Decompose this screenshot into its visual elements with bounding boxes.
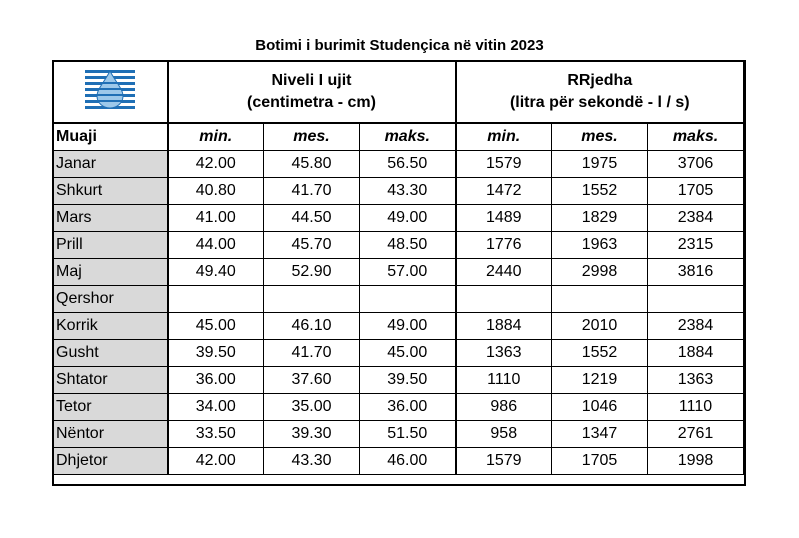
level-avg-cell: 35.00: [264, 394, 360, 421]
flow-min-header: min.: [456, 123, 552, 151]
table-row: [54, 286, 744, 313]
month-column-header: Muaji: [54, 123, 168, 151]
level-min-cell: 34.00: [168, 394, 264, 421]
flow-max-cell: 2315: [648, 232, 744, 259]
flow-min-cell: 1363: [456, 340, 552, 367]
level-min-cell: 36.00: [168, 367, 264, 394]
flow-max-header: maks.: [648, 123, 744, 151]
flow-min-cell: 958: [456, 421, 552, 448]
level-min-cell: 41.00: [168, 205, 264, 232]
level-min-cell: 40.80: [168, 178, 264, 205]
flow-min-cell: 1884: [456, 313, 552, 340]
flow-max-cell: 1998: [648, 448, 744, 475]
table-row: [54, 151, 744, 178]
level-group-unit: (centimetra - cm): [247, 94, 376, 111]
flow-min-cell: [456, 286, 552, 313]
flow-max-cell: 1363: [648, 367, 744, 394]
table-row: [54, 259, 744, 286]
flow-avg-cell: [552, 286, 648, 313]
flow-group-unit: (litra për sekondë - l / s): [509, 94, 690, 111]
logo-cell: [54, 62, 168, 124]
level-max-cell: 56.50: [360, 151, 456, 178]
table-row: [54, 340, 744, 367]
level-max-cell: 51.50: [360, 421, 456, 448]
table-row: [54, 448, 744, 475]
water-spring-table: [53, 61, 744, 475]
month-cell: Prill: [54, 232, 168, 259]
flow-avg-cell: 1963: [552, 232, 648, 259]
flow-avg-cell: 1552: [552, 178, 648, 205]
level-avg-cell: 44.50: [264, 205, 360, 232]
level-max-cell: 43.30: [360, 178, 456, 205]
level-avg-cell: 39.30: [264, 421, 360, 448]
month-cell: Qershor: [54, 286, 168, 313]
month-cell: Dhjetor: [54, 448, 168, 475]
table-row: [54, 421, 744, 448]
flow-avg-cell: 1046: [552, 394, 648, 421]
level-avg-cell: 46.10: [264, 313, 360, 340]
flow-max-cell: 1110: [648, 394, 744, 421]
flow-min-cell: 1776: [456, 232, 552, 259]
month-cell: Shkurt: [54, 178, 168, 205]
level-max-cell: 49.00: [360, 205, 456, 232]
level-avg-cell: 52.90: [264, 259, 360, 286]
level-avg-cell: [264, 286, 360, 313]
flow-min-cell: 1472: [456, 178, 552, 205]
flow-max-cell: 2384: [648, 205, 744, 232]
column-header-row: [54, 123, 744, 151]
level-max-header: maks.: [360, 123, 456, 151]
level-min-cell: 42.00: [168, 151, 264, 178]
level-avg-cell: 45.70: [264, 232, 360, 259]
flow-min-cell: 2440: [456, 259, 552, 286]
flow-avg-cell: 2010: [552, 313, 648, 340]
month-cell: Korrik: [54, 313, 168, 340]
level-max-cell: 48.50: [360, 232, 456, 259]
level-max-cell: 45.00: [360, 340, 456, 367]
flow-min-cell: 1489: [456, 205, 552, 232]
flow-avg-cell: 1347: [552, 421, 648, 448]
level-avg-header: mes.: [264, 123, 360, 151]
flow-avg-cell: 1705: [552, 448, 648, 475]
level-min-cell: 45.00: [168, 313, 264, 340]
flow-avg-header: mes.: [552, 123, 648, 151]
water-drop-logo-icon: [85, 67, 135, 111]
flow-min-cell: 1579: [456, 448, 552, 475]
table-row: [54, 178, 744, 205]
level-group-header: [168, 62, 456, 124]
level-max-cell: [360, 286, 456, 313]
flow-avg-cell: 1829: [552, 205, 648, 232]
month-cell: Shtator: [54, 367, 168, 394]
level-max-cell: 57.00: [360, 259, 456, 286]
level-avg-cell: 41.70: [264, 178, 360, 205]
month-cell: Gusht: [54, 340, 168, 367]
flow-max-cell: 2384: [648, 313, 744, 340]
month-cell: Janar: [54, 151, 168, 178]
flow-group-title: RRjedha: [567, 72, 633, 89]
month-cell: Nëntor: [54, 421, 168, 448]
level-max-cell: 46.00: [360, 448, 456, 475]
level-min-cell: 44.00: [168, 232, 264, 259]
flow-avg-cell: 1552: [552, 340, 648, 367]
level-min-cell: 33.50: [168, 421, 264, 448]
level-min-header: min.: [168, 123, 264, 151]
level-avg-cell: 37.60: [264, 367, 360, 394]
table-row: [54, 394, 744, 421]
table-body: [54, 151, 744, 475]
flow-avg-cell: 1975: [552, 151, 648, 178]
month-cell: Maj: [54, 259, 168, 286]
flow-group-header: [456, 62, 744, 124]
table-title: Botimi i burimit Studençica në vitin 2023: [255, 37, 544, 54]
level-max-cell: 49.00: [360, 313, 456, 340]
table-row: [54, 232, 744, 259]
flow-min-cell: 986: [456, 394, 552, 421]
level-group-title: Niveli I ujit: [271, 72, 352, 89]
level-min-cell: 49.40: [168, 259, 264, 286]
flow-max-cell: 2761: [648, 421, 744, 448]
table-row: [54, 313, 744, 340]
level-max-cell: 36.00: [360, 394, 456, 421]
flow-max-cell: 1705: [648, 178, 744, 205]
table-row: [54, 367, 744, 394]
flow-max-cell: 3706: [648, 151, 744, 178]
level-avg-cell: 45.80: [264, 151, 360, 178]
level-min-cell: 39.50: [168, 340, 264, 367]
month-cell: Tetor: [54, 394, 168, 421]
flow-max-cell: 3816: [648, 259, 744, 286]
flow-avg-cell: 2998: [552, 259, 648, 286]
level-min-cell: [168, 286, 264, 313]
flow-avg-cell: 1219: [552, 367, 648, 394]
flow-min-cell: 1579: [456, 151, 552, 178]
flow-max-cell: 1884: [648, 340, 744, 367]
level-avg-cell: 43.30: [264, 448, 360, 475]
level-min-cell: 42.00: [168, 448, 264, 475]
level-avg-cell: 41.70: [264, 340, 360, 367]
group-header-row: [54, 62, 744, 124]
flow-max-cell: [648, 286, 744, 313]
month-cell: Mars: [54, 205, 168, 232]
flow-min-cell: 1110: [456, 367, 552, 394]
table-row: [54, 205, 744, 232]
level-max-cell: 39.50: [360, 367, 456, 394]
